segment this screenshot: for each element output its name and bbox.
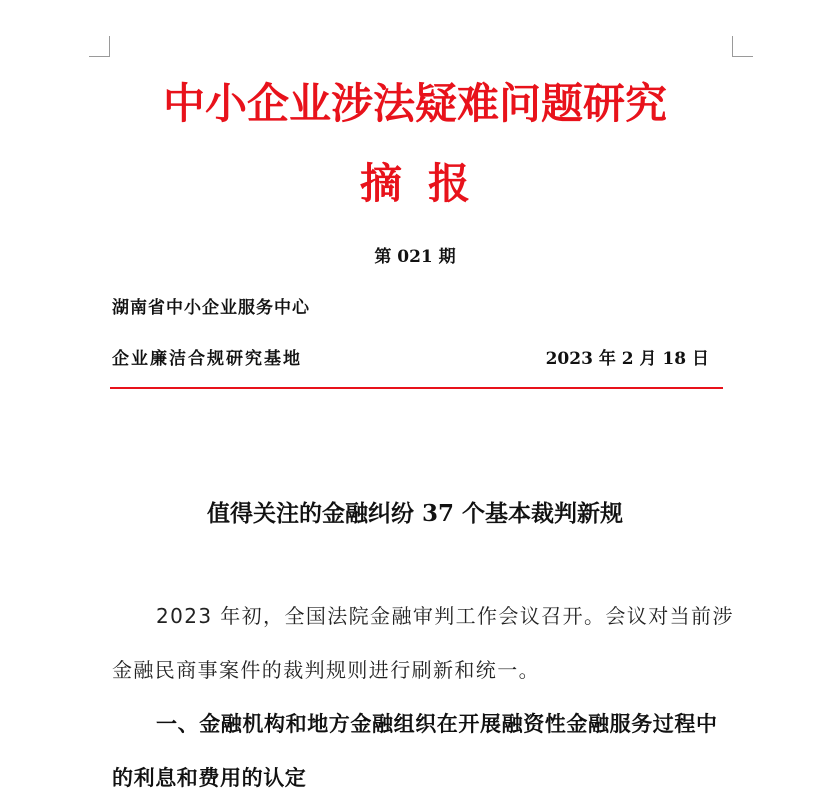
masthead-title: 中小企业涉法疑难问题研究 bbox=[162, 79, 667, 128]
body-paragraph: 2023 年初，全国法院金融审判工作会议召开。会议对当前涉金融民商事案件的裁判规则进行刷新和统一。 bbox=[112, 604, 734, 682]
red-divider-line bbox=[110, 387, 723, 389]
section-heading: 一、金融机构和地方金融组织在开展融资性金融服务过程中的利息和费用的认定 bbox=[112, 711, 718, 790]
crop-mark-top-right bbox=[732, 36, 753, 57]
masthead-subtitle: 摘报 bbox=[359, 159, 496, 208]
research-base-name: 企业廉洁合规研究基地 bbox=[112, 349, 302, 369]
article-title: 值得关注的金融纠纷 37 个基本裁判新规 bbox=[206, 500, 624, 527]
publisher-name: 湖南省中小企业服务中心 bbox=[112, 298, 310, 318]
crop-mark-top-left bbox=[89, 36, 110, 57]
publish-date: 2023 年 2 月 18 日 bbox=[545, 349, 709, 369]
issue-number: 第 021 期 bbox=[374, 247, 456, 267]
